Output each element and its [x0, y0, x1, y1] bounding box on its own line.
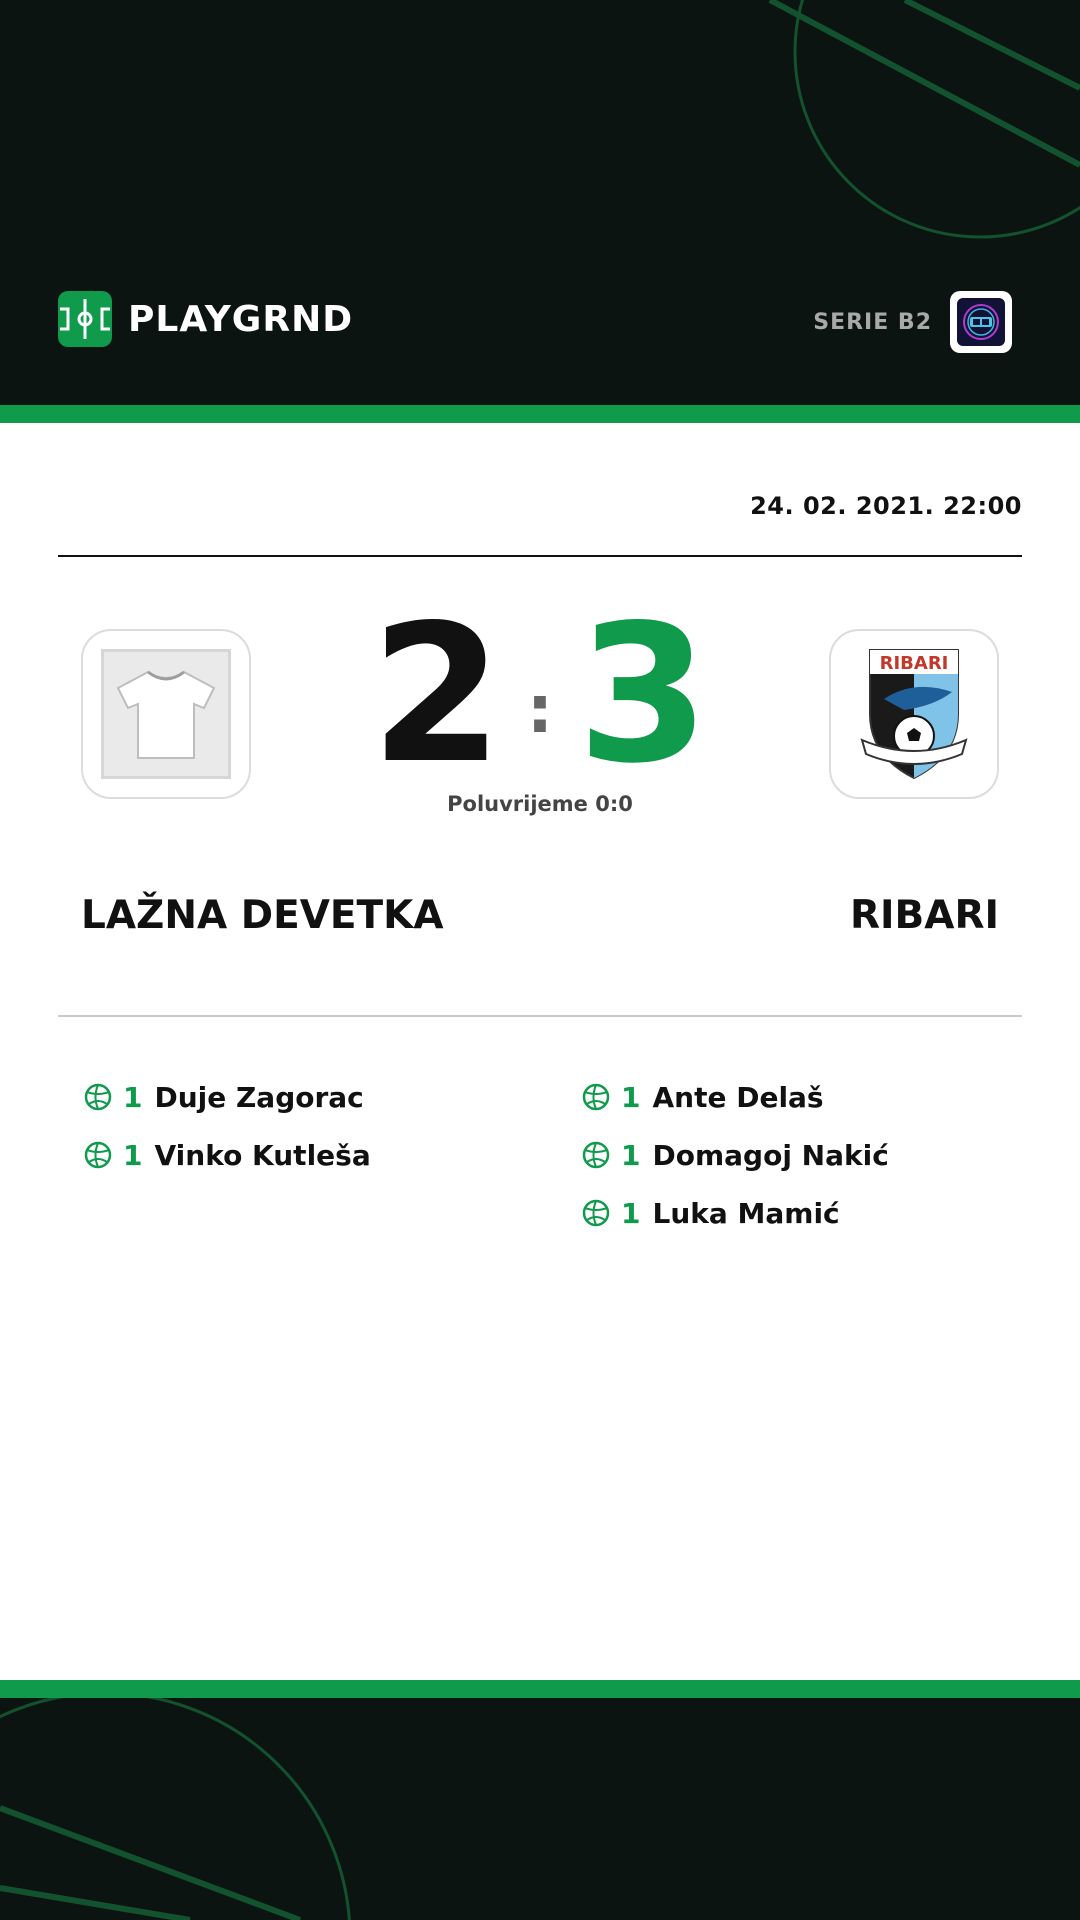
scorer-name: Luka Mamić: [652, 1196, 840, 1230]
scorer-item: [581, 1126, 1021, 1184]
divider: [58, 555, 1022, 557]
header: [0, 0, 1080, 405]
league-name: SERIE B2: [813, 309, 932, 335]
scorer-item: [83, 1068, 523, 1126]
league-info: [813, 291, 1012, 353]
brand: [58, 291, 353, 347]
football-icon: [581, 1140, 611, 1170]
home-score: 2: [370, 584, 503, 805]
scorer-name: Duje Zagorac: [154, 1080, 364, 1114]
football-icon: [581, 1082, 611, 1112]
goal-count: 1: [621, 1196, 641, 1230]
away-scorers-list: [581, 1068, 1021, 1242]
scorer-item: [83, 1126, 523, 1184]
away-team-name: RIBARI: [850, 893, 999, 938]
scorer-item: [581, 1184, 1021, 1242]
accent-bar-bottom: [0, 1680, 1080, 1698]
scorer-item: [581, 1068, 1021, 1126]
pitch-lines-decoration: [0, 1698, 1080, 1920]
home-scorers-list: [83, 1068, 523, 1184]
divider-light: [58, 1015, 1022, 1017]
scorer-name: Ante Delaš: [652, 1080, 824, 1114]
football-icon: [83, 1140, 113, 1170]
pitch-icon: [58, 291, 112, 347]
goal-count: 1: [621, 1080, 641, 1114]
halftime-score: Poluvrijeme 0:0: [447, 792, 633, 816]
b2-league-logo: [950, 291, 1012, 353]
score-separator: :: [526, 671, 554, 748]
scorer-name: Vinko Kutleša: [154, 1138, 371, 1172]
goal-count: 1: [123, 1138, 143, 1172]
football-icon: [581, 1198, 611, 1228]
goal-count: 1: [621, 1138, 641, 1172]
footer: [0, 1698, 1080, 1920]
accent-bar-top: [0, 405, 1080, 423]
football-icon: [83, 1082, 113, 1112]
goal-count: 1: [123, 1080, 143, 1114]
crest-text: RIBARI: [879, 653, 949, 674]
match-datetime: 24. 02. 2021. 22:00: [750, 492, 1022, 520]
brand-name: PLAYGRND: [128, 298, 354, 340]
home-team-name: LAŽNA DEVETKA: [81, 893, 444, 938]
scorer-name: Domagoj Nakić: [652, 1138, 889, 1172]
away-score: 3: [577, 584, 710, 805]
